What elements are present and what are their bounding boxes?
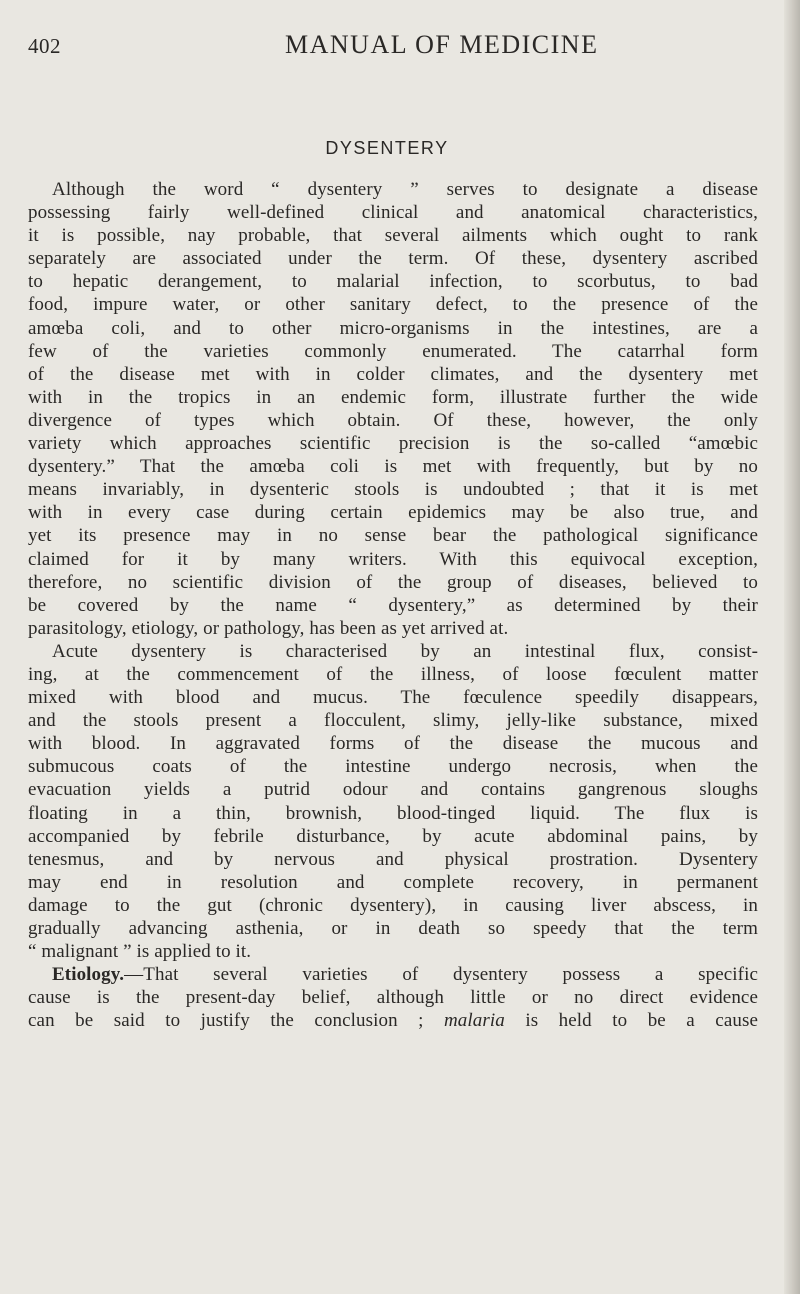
text-line: Although the word “ dysentery ” serves to designate a disease [52, 179, 758, 200]
text-line: possessing fairly well-defined clinical and anatomical characteristics, [28, 202, 758, 224]
text-line: and the stools present a flocculent, slimy, jelly-like substance, mixed [28, 710, 758, 732]
text-line: it is possible, nay probable, that several ailments which ought to rank [28, 225, 758, 247]
body-text [28, 178, 758, 1032]
etiology-heading: Etiology. [52, 964, 125, 986]
text-line: dysentery.” That the amœba coli is met with frequently, but by no [28, 456, 758, 478]
text-line: therefore, no scientific division of the group of diseases, believed to [28, 571, 758, 593]
text-line: floating in a thin, brownish, blood-tinged liquid. The flux is [28, 802, 758, 824]
text-line: separately are associated under the term. Of these, dysentery ascribed [28, 248, 758, 270]
text-line: with blood. In aggravated forms of the disease the mucous and [28, 733, 758, 755]
text-line: with in every case during certain epidemics may be also true, and [28, 502, 758, 524]
text-line [28, 1009, 758, 1032]
page-edge-shadow [784, 0, 800, 1294]
text-line: submucous coats of the intestine undergo necrosis, when the [28, 756, 758, 778]
text-line: damage to the gut (chronic dysentery), in causing liver abscess, in [28, 894, 758, 916]
text-line: accompanied by febrile disturbance, by acute abdominal pains, by [28, 825, 758, 847]
text-line: variety which approaches scientific precision is the so-called “amœbic [28, 433, 758, 455]
etiology-text: —That several varieties of dysentery possess a specific [124, 964, 758, 986]
text-line: “ malignant ” is applied to it. [28, 941, 252, 963]
text-line: few of the varieties commonly enumerated. The catarrhal form [28, 340, 758, 362]
text-line: tenesmus, and by nervous and physical prostration. Dysentery [28, 848, 758, 870]
text-line: evacuation yields a putrid odour and contains gangrenous sloughs [28, 779, 758, 801]
italic-term: malaria [443, 1010, 505, 1032]
text-line: mixed with blood and mucus. The fœculence speedily disappears, [28, 687, 758, 709]
text-line: to hepatic derangement, to malarial infection, to scorbutus, to bad [28, 271, 758, 293]
text-line: of the disease met with in colder climates, and the dysentery met [28, 363, 758, 385]
section-title: DYSENTERY [325, 138, 449, 158]
text-line: ing, at the commencement of the illness, of loose fœculent matter [28, 663, 758, 685]
text-fragment: can be said to justify the conclusion ; [28, 1010, 424, 1032]
text-line: claimed for it by many writers. With this equivocal exception, [28, 548, 758, 570]
text-line: amœba coli, and to other micro-organisms in the intestines, are a [28, 317, 758, 339]
text-line: Acute dysentery is characterised by an intestinal flux, consist- [52, 640, 758, 662]
text-line: divergence of types which obtain. Of these, however, the only [28, 409, 758, 431]
text-line: parasitology, etiology, or pathology, has been as yet arrived at. [28, 617, 509, 639]
text-line: may end in resolution and complete recovery, in permanent [28, 871, 758, 893]
text-line: gradually advancing asthenia, or in death so speedy that the term [28, 918, 758, 939]
page-header [24, 30, 764, 70]
text-line: food, impure water, or other sanitary defect, to the presence of the [28, 294, 758, 316]
text-line: means invariably, in dysenteric stools is undoubted ; that it is met [28, 479, 758, 501]
text-fragment: is held to be a cause [525, 1010, 758, 1032]
etiology-line [28, 963, 758, 986]
text-line: yet its presence may in no sense bear the pathological significance [28, 525, 758, 547]
text-line: cause is the present-day belief, although little or no direct evidence [28, 987, 758, 1009]
text-line: with in the tropics in an endemic form, illustrate further the wide [28, 386, 758, 408]
running-head: MANUAL OF MEDICINE [285, 30, 599, 59]
text-line: be covered by the name “ dysentery,” as determined by their [28, 594, 758, 616]
page-number: 402 [28, 34, 61, 58]
